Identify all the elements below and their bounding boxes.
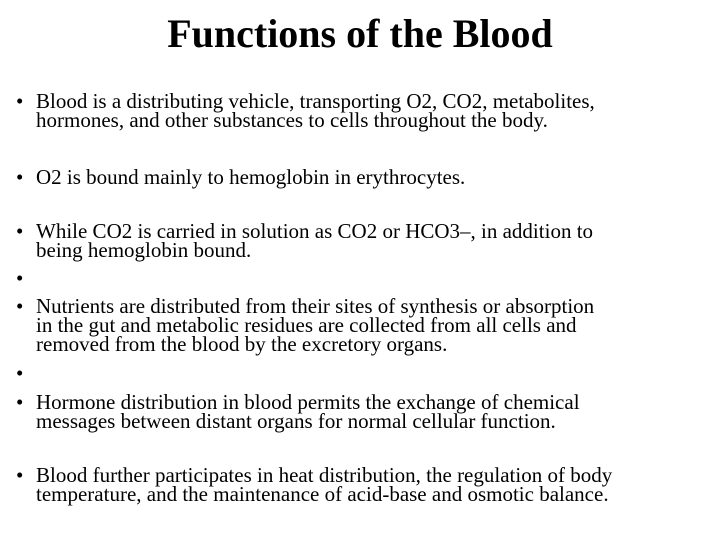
bullet-text-line: messages between distant organs for normal cellular function. — [36, 409, 556, 433]
bullet-dot: • — [16, 219, 24, 243]
bullet-dot: • — [16, 390, 24, 414]
bullet-text-line: Hormone distribution in blood permits the exchange of chemical — [36, 390, 580, 414]
bullet-item — [16, 219, 716, 262]
bullet-dot: • — [16, 266, 24, 290]
bullet-text-line: While CO2 is carried in solution as CO2 or HCO3–, in addition to — [36, 219, 594, 243]
bullet-text-line: removed from the blood by the excretory organs. — [36, 332, 448, 356]
bullet-item — [16, 390, 716, 433]
bullet-text-line: being hemoglobin bound. — [36, 238, 252, 262]
bullet-text-line: in the gut and metabolic residues are collected from all cells and — [36, 313, 577, 337]
bullet-dot: • — [16, 463, 24, 487]
bullet-text-line: Nutrients are distributed from their sites of synthesis or absorption — [36, 294, 595, 318]
bullet-dot: • — [16, 89, 24, 113]
bullet-text-line: Blood further participates in heat distribution, the regulation of body — [36, 463, 613, 487]
bullet-item — [16, 266, 716, 290]
bullet-item — [16, 294, 716, 356]
bullet-item — [16, 463, 716, 506]
bullet-text-line: temperature, and the maintenance of acid-base and osmotic balance. — [36, 482, 609, 506]
bullet-item — [16, 165, 716, 189]
slide-title: Functions of the Blood — [167, 11, 553, 56]
bullet-text-line: hormones, and other substances to cells throughout the body. — [36, 108, 548, 132]
bullet-item — [16, 361, 716, 385]
bullet-dot: • — [16, 165, 24, 189]
bullet-dot: • — [16, 361, 24, 385]
bullet-item — [16, 89, 716, 132]
bullet-text-line: Blood is a distributing vehicle, transporting O2, CO2, metabolites, — [36, 89, 595, 113]
bullet-text-line: O2 is bound mainly to hemoglobin in erythrocytes. — [36, 165, 466, 189]
bullet-dot: • — [16, 294, 24, 318]
